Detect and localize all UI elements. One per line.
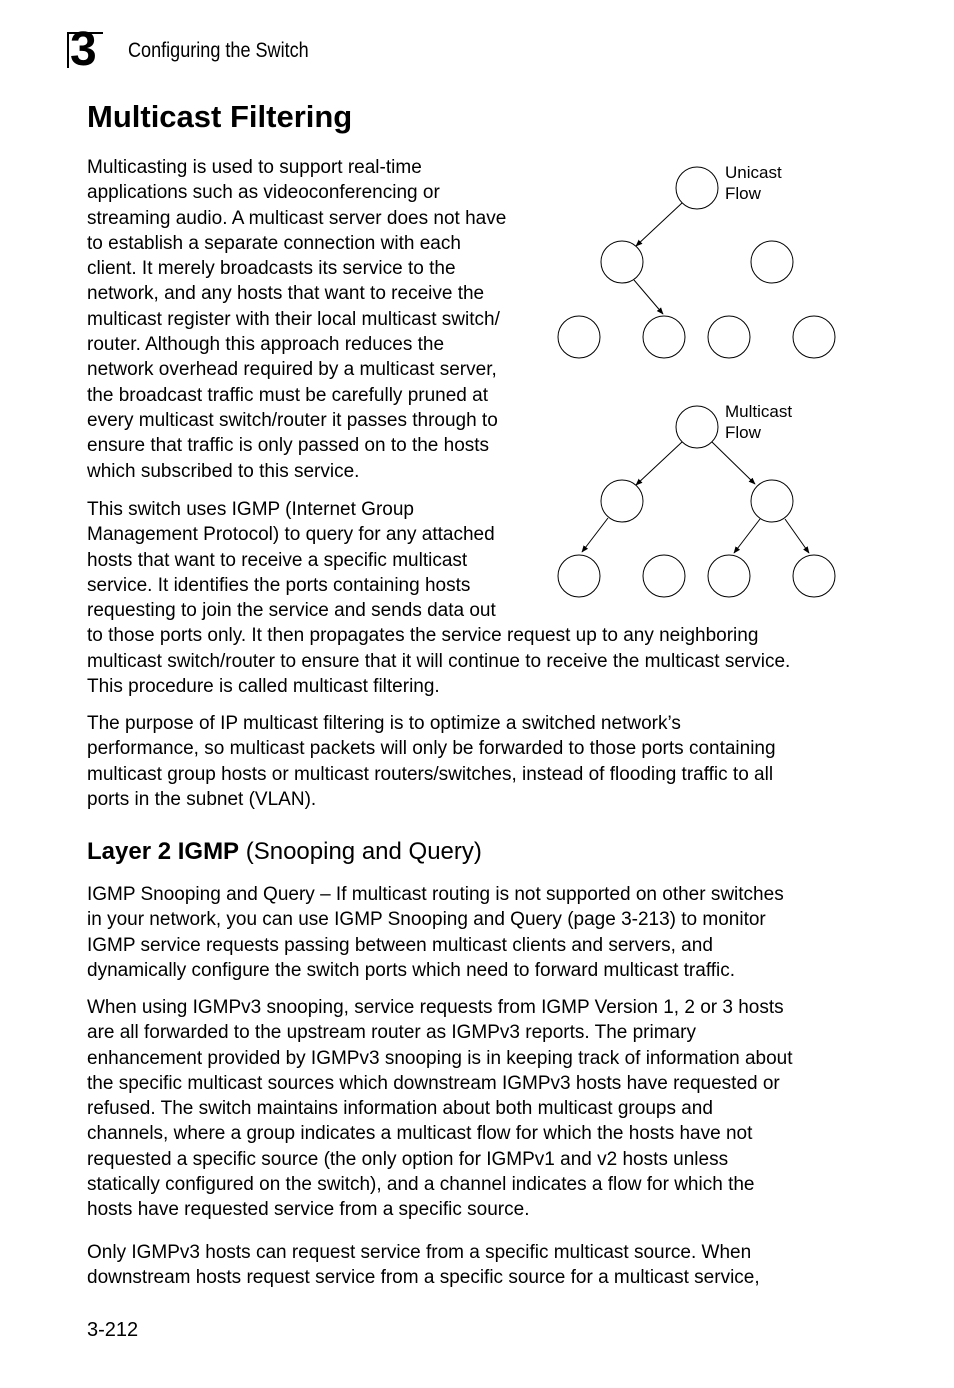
text-line: Multicasting is used to support real-time [87, 157, 422, 178]
text-line: multicast group hosts or multicast routers/switches, instead of flooding traffic to all [87, 763, 774, 785]
unicast-flow-arrow [634, 280, 663, 314]
page-title: Multicast Filtering [87, 99, 353, 134]
unicast-label-line1: Unicast [725, 163, 782, 182]
unicast-flow-arrow [636, 203, 682, 246]
multicast-label-line2: Flow [725, 423, 761, 442]
multicast-flow-arrow [734, 519, 760, 553]
unicast-host-node [643, 316, 685, 358]
multicast-host-node [643, 555, 685, 597]
text-line: The purpose of IP multicast filtering is to optimize a switched network’s [87, 713, 681, 734]
text-line: hosts that want to receive a specific multicast [87, 549, 468, 571]
text-line: Management Protocol) to query for any attached [87, 524, 495, 546]
text-line: downstream hosts request service from a specific source for a multicast service, [87, 1267, 760, 1289]
text-line: which subscribed to this service. [87, 460, 360, 482]
igmpv3-paragraph [87, 995, 793, 1223]
multicast-root-node [676, 406, 718, 448]
multicast-switch-left-node [601, 480, 643, 522]
text-line: to those ports only. It then propagates the service request up to any neighboring [87, 625, 759, 647]
text-line: to establish a separate connection with each [87, 232, 461, 254]
multicast-host-node [708, 555, 750, 597]
text-line: ports in the subnet (VLAN). [87, 788, 317, 810]
text-line: channels, where a group indicates a multicast flow for which the hosts have not [87, 1123, 753, 1145]
flow-diagram [550, 150, 850, 610]
text-line: applications such as videoconferencing or [87, 182, 440, 204]
unicast-switch-right-node [751, 241, 793, 283]
unicast-root-node [676, 167, 718, 209]
text-line: requested a specific source (the only option for IGMPv1 and v2 hosts unless [87, 1148, 729, 1170]
unicast-label-line2: Flow [725, 184, 761, 203]
text-line: ensure that traffic is only passed on to the hosts [87, 435, 490, 457]
section-heading-rest: (Snooping and Query) [239, 838, 482, 865]
multicast-host-node [558, 555, 600, 597]
text-line: multicast switch/router to ensure that it will continue to receive the multicast service. [87, 650, 791, 672]
text-line: This procedure is called multicast filtering. [87, 676, 440, 698]
page-number: 3-212 [87, 1319, 139, 1341]
text-line: performance, so multicast packets will only be forwarded to those ports containing [87, 738, 776, 760]
text-line: router. Although this approach reduces the [87, 334, 445, 356]
text-line: When using IGMPv3 snooping, service requests from IGMP Version 1, 2 or 3 hosts [87, 997, 784, 1018]
text-line: network overhead required by a multicast server, [87, 359, 497, 381]
text-line: refused. The switch maintains information about both multicast groups and [87, 1098, 713, 1120]
text-line: multicast register with their local multicast switch/ [87, 308, 500, 330]
multicast-switch-right-node [751, 480, 793, 522]
text-line: Only IGMPv3 hosts can request service from a specific multicast source. When [87, 1242, 752, 1263]
multicast-tree [558, 402, 835, 597]
text-line: every multicast switch/router it passes through to [87, 409, 498, 431]
text-line: IGMP service requests passing between multicast clients and servers, and [87, 934, 713, 956]
text-line: client. It merely broadcasts its service to the [87, 258, 456, 280]
snooping-paragraph [87, 882, 784, 983]
section-heading-bold: Layer 2 IGMP [87, 838, 240, 865]
purpose-paragraph [87, 711, 776, 812]
text-line: network, and any hosts that want to receive the [87, 283, 485, 305]
text-line: hosts have requested service from a specific source. [87, 1199, 530, 1221]
text-line: in your network, you can use IGMP Snooping and Query (page 3-213) to monitor [87, 909, 766, 931]
unicast-host-node [708, 316, 750, 358]
text-line: enhancement provided by IGMPv3 snooping is in keeping track of information about [87, 1047, 793, 1069]
text-line: the specific multicast sources which downstream IGMPv3 hosts have requested or [87, 1072, 780, 1094]
text-line: service. It identifies the ports containing hosts [87, 574, 471, 596]
text-line: are all forwarded to the upstream router as IGMPv3 reports. The primary [87, 1022, 696, 1044]
unicast-switch-left-node [601, 241, 643, 283]
text-line: dynamically configure the switch ports which need to forward multicast traffic. [87, 959, 736, 981]
multicast-host-node [793, 555, 835, 597]
text-line: statically configured on the switch), and a channel indicates a flow for which the [87, 1174, 755, 1196]
section-heading [87, 836, 482, 868]
running-header: Configuring the Switch [128, 39, 309, 62]
text-line: the broadcast traffic must be carefully pruned at [87, 384, 488, 406]
chapter-number: 3 [70, 23, 96, 76]
intro-paragraph [87, 155, 506, 484]
source-paragraph [87, 1240, 760, 1291]
unicast-host-node [793, 316, 835, 358]
multicast-flow-arrow [712, 442, 755, 484]
text-line: IGMP Snooping and Query – If multicast routing is not supported on other switches [87, 884, 784, 905]
text-line: This switch uses IGMP (Internet Group [87, 499, 414, 520]
text-line: requesting to join the service and sends data out [87, 600, 496, 622]
unicast-tree [558, 163, 835, 358]
multicast-flow-arrow [785, 519, 809, 553]
multicast-label-line1: Multicast [725, 402, 793, 421]
unicast-host-node [558, 316, 600, 358]
multicast-flow-arrow [582, 518, 608, 552]
text-line: streaming audio. A multicast server does not have [87, 207, 507, 229]
multicast-flow-arrow [636, 442, 682, 485]
